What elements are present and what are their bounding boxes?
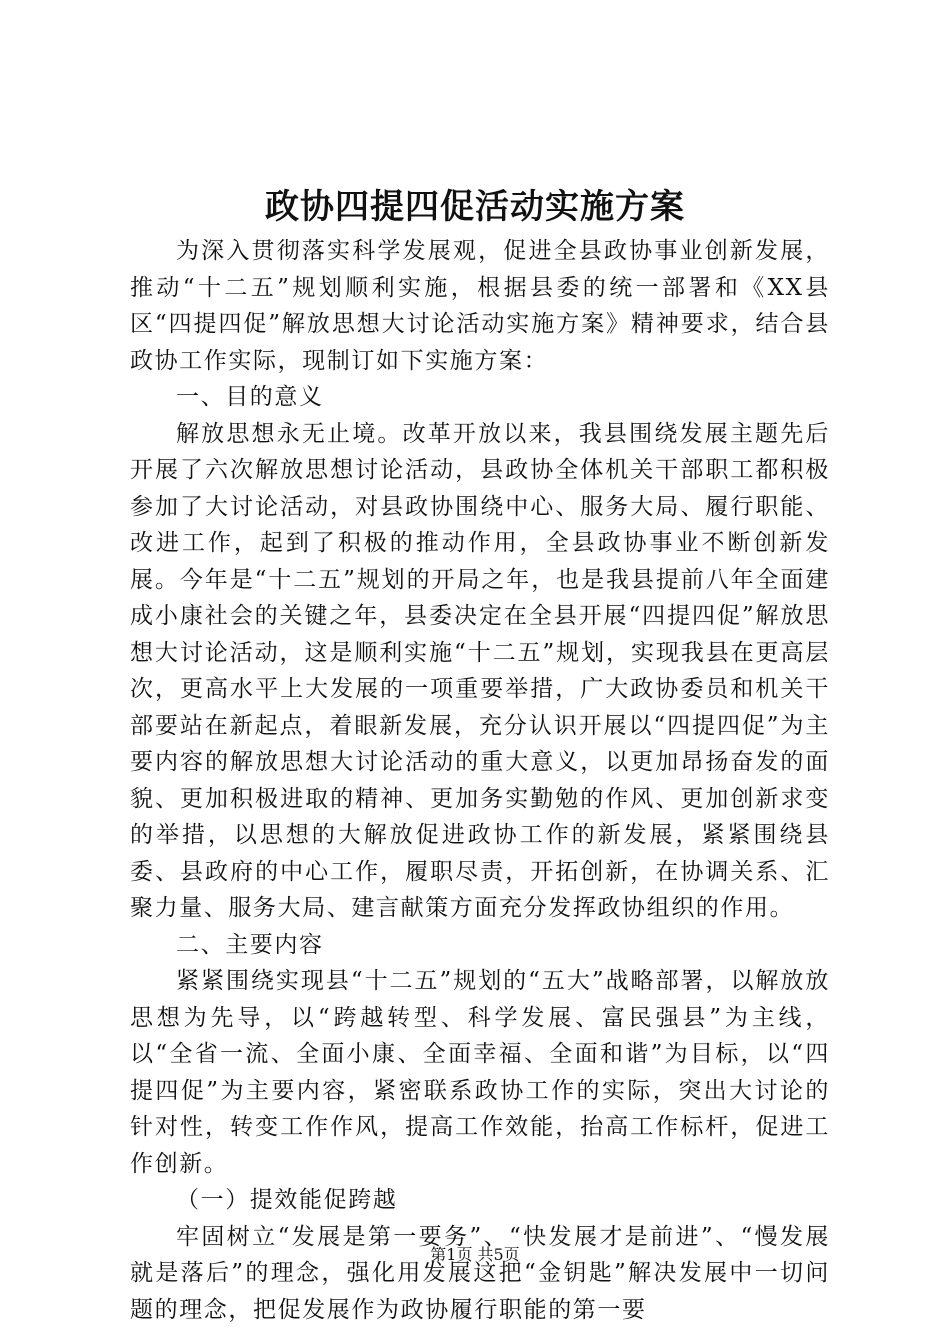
document-title: 政协四提四促活动实施方案 (265, 187, 685, 227)
document-body (130, 233, 830, 1328)
content-paragraph: 紧紧围绕实现县“十二五”规划的“五大”战略部署，以解放放思想为先导，以“跨越转型、科学发展、富民强县”为主线，以“全省一流、全面小康、全面幸福、全面和谐”为目标，以“四提四促”为主要内容，紧密联系政协工作的实际，突出大讨论的针对性，转变工作作风，提高工作效能，抬高工作标杆，促进工作创新。 (130, 968, 830, 1177)
page-number-footer: 第1页 共5页 (430, 1245, 520, 1264)
subsection-heading-efficiency: （一）提效能促跨越 (176, 1187, 398, 1213)
efficiency-paragraph: 牢固树立“发展是第一要务”、“快发展才是前进”、“慢发展就是落后”的理念，强化用发展这把“金钥匙”解决发展中一切问题的理念，把促发展作为政协履行职能的第一要 (130, 1223, 830, 1323)
section-heading-content: 二、主要内容 (176, 931, 324, 958)
intro-paragraph: 为深入贯彻落实科学发展观，促进全县政协事业创新发展，推动“十二五”规划顺利实施，根据县委的统一部署和《XX县区“四提四促”解放思想大讨论活动实施方案》精神要求，结合县政协工作实际，现制订如下实施方案： (130, 238, 830, 374)
purpose-paragraph: 解放思想永无止境。改革开放以来，我县围绕发展主题先后开展了六次解放思想讨论活动，县政协全体机关干部职工都积极参加了大讨论活动，对县政协围绕中心、服务大局、履行职能、改进工作，起到了积极的推动作用，全县政协事业不断创新发展。今年是“十二五”规划的开局之年，也是我县提前八年全面建成小康社会的关键之年，县委决定在全县开展“四提四促”解放思想大讨论活动，这是顺利实施“十二五”规划，实现我县在更高层次，更高水平上大发展的一项重要举措，广大政协委员和机关干部要站在新起点，着眼新发展，充分认识开展以“四提四促”为主要内容的解放思想大讨论活动的重大意义，以更加昂扬奋发的面貌、更加积极进取的精神、更加务实勤勉的作风、更加创新求变的举措，以思想的大解放促进政协工作的新发展，紧紧围绕县委、县政府的中心工作，履职尽责，开拓创新，在协调关系、汇聚力量、服务大局、建言献策方面充分发挥政协组织的作用。 (130, 420, 830, 921)
section-heading-purpose: 一、目的意义 (176, 384, 324, 410)
